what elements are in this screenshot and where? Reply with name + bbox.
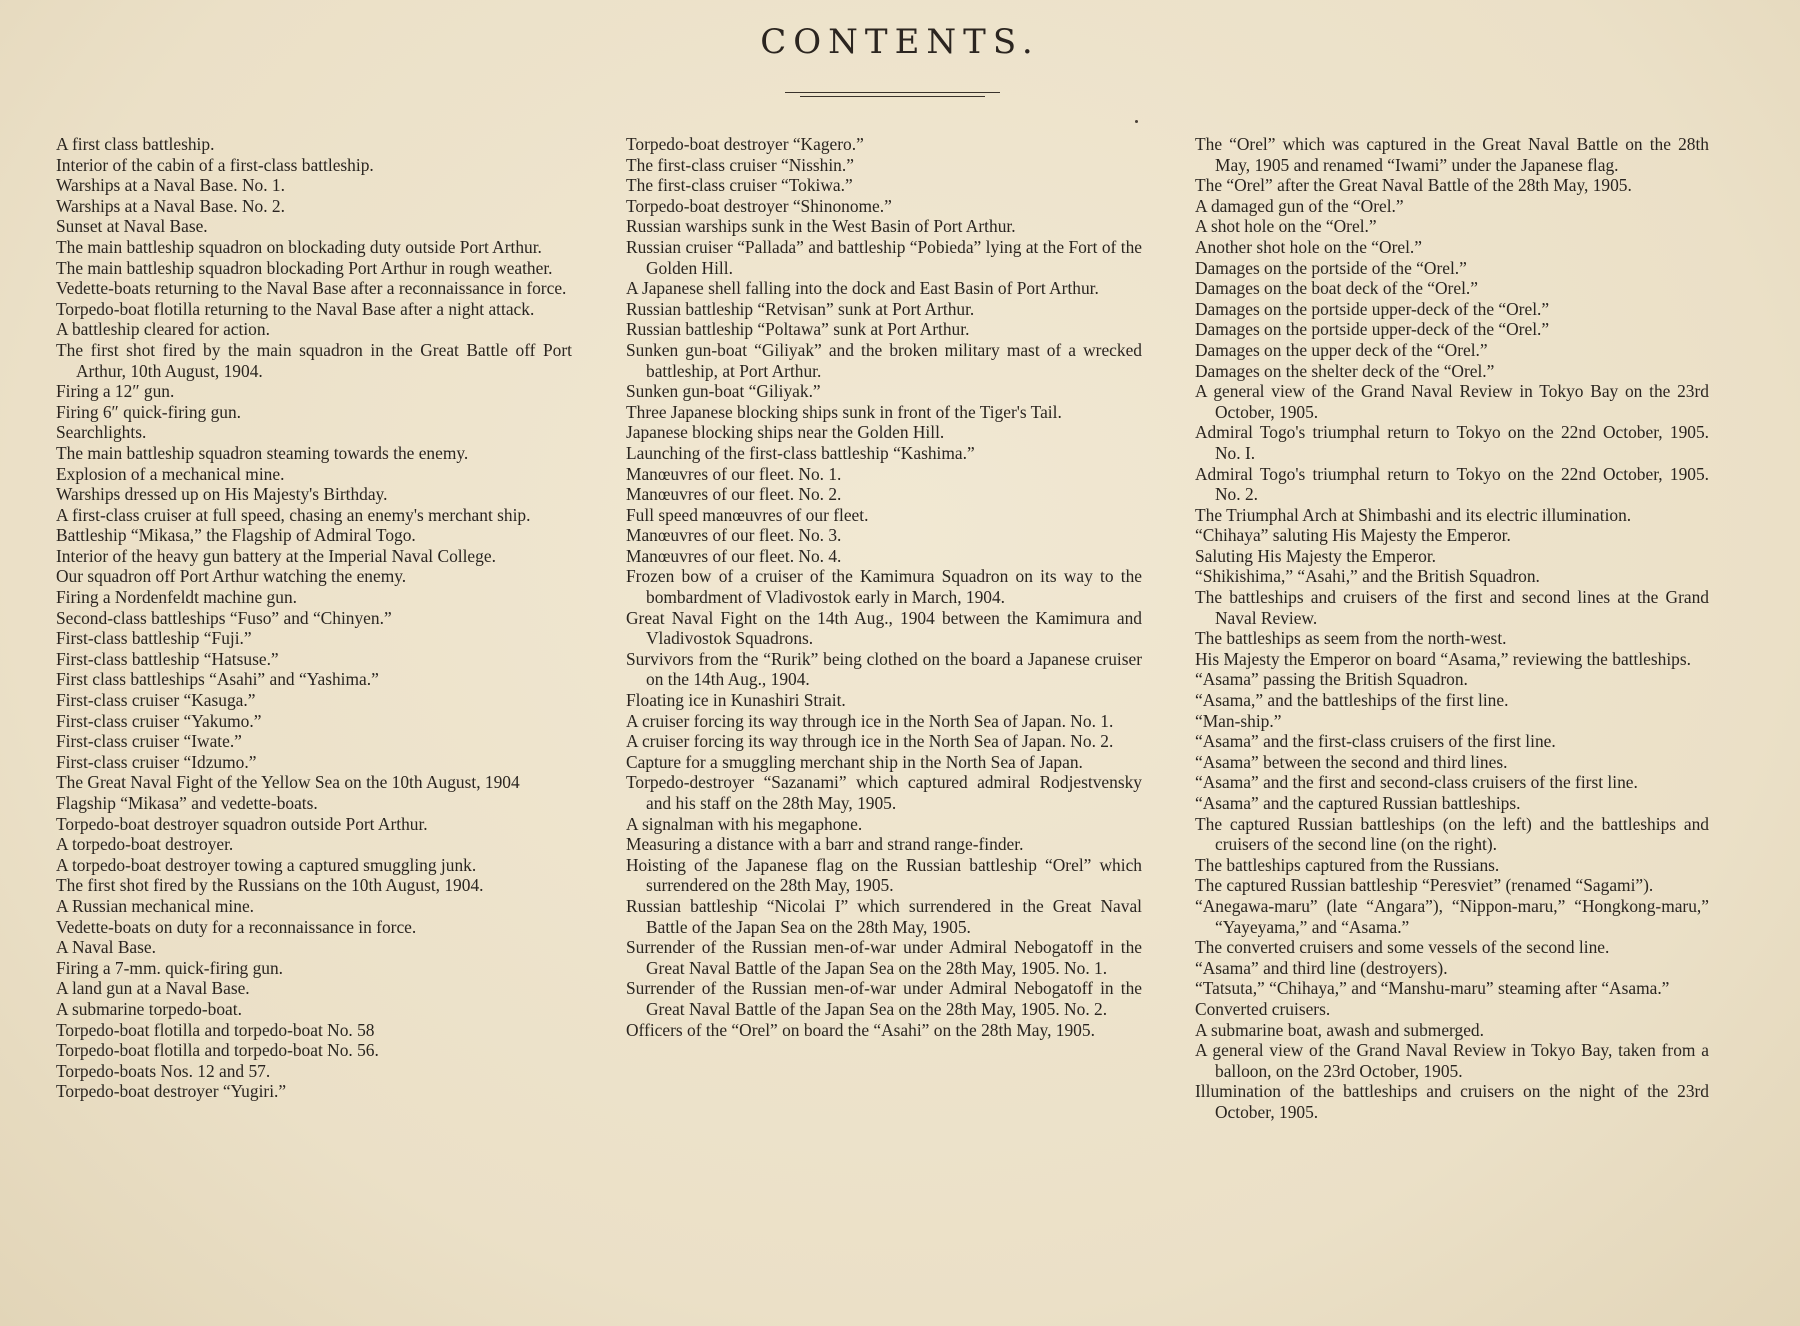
- contents-entry: The first shot fired by the Russians on the 10th August, 1904.: [56, 875, 484, 896]
- contents-entry: “Shikishima,” “Asahi,” and the British Squadron.: [1195, 566, 1540, 587]
- contents-entry: The main battleship squadron blockading Port Arthur in rough weather.: [56, 257, 553, 278]
- contents-entry: Torpedo-boat destroyer “Kagero.”: [626, 134, 864, 154]
- contents-entry: “Asama” and third line (destroyers).: [1195, 957, 1448, 978]
- contents-entry: A signalman with his megaphone.: [626, 813, 863, 834]
- contents-entry: Torpedo-boat flotilla and torpedo-boat No. 58: [56, 1019, 375, 1040]
- contents-entry: Torpedo-boat flotilla and torpedo-boat No. 56.: [56, 1040, 379, 1061]
- page-title: CONTENTS.: [760, 22, 1040, 62]
- contents-entry: The captured Russian battleship “Peresviet” (renamed “Sagami”).: [1195, 875, 1654, 896]
- contents-entry: Firing 6″ quick-firing gun.: [56, 401, 241, 422]
- contents-entry: Searchlights.: [56, 422, 147, 443]
- contents-entry: “Asama” and the first and second-class cruisers of the first line.: [1195, 772, 1638, 793]
- contents-entry: Russian cruiser “Pallada” and battleship “Pobieda” lying at the Fort of the Golden Hill.: [626, 236, 1142, 278]
- contents-entry: Explosion of a mechanical mine.: [56, 463, 285, 484]
- contents-entry: Vedette-boats on duty for a reconnaissance in force.: [56, 916, 417, 937]
- contents-entry: First-class battleship “Fuji.”: [56, 628, 252, 649]
- contents-entry: First class battleships “Asahi” and “Yashima.”: [56, 669, 379, 690]
- contents-entry: Damages on the boat deck of the “Orel.”: [1195, 278, 1478, 299]
- contents-entry: Warships at a Naval Base. No. 2.: [56, 195, 285, 216]
- contents-entry: First-class cruiser “Yakumo.”: [56, 710, 262, 731]
- contents-entry: Interior of the heavy gun battery at the Imperial Naval College.: [56, 545, 496, 566]
- contents-entry: Japanese blocking ships near the Golden Hill.: [626, 422, 945, 443]
- contents-entry: Damages on the portside upper-deck of the “Orel.”: [1195, 319, 1550, 340]
- contents-entry: Surrender of the Russian men-of-war under Admiral Nebogatoff in the Great Naval Battle of the Japan Sea on the 28th May, 1905. No. 1.: [626, 937, 1142, 978]
- contents-entry: Firing a Nordenfeldt machine gun.: [56, 587, 297, 608]
- contents-entry: Illumination of the battleships and cruisers on the night of the 23rd October, 1905.: [1195, 1081, 1709, 1122]
- contents-entry: Warships dressed up on His Majesty's Birthday.: [56, 484, 388, 505]
- contents-entry: Measuring a distance with a barr and strand range-finder.: [626, 834, 1024, 855]
- contents-entry: The main battleship squadron on blockading duty outside Port Arthur.: [56, 236, 542, 257]
- contents-entry: Russian battleship “Retvisan” sunk at Port Arthur.: [626, 298, 975, 319]
- contents-entry: A general view of the Grand Naval Review in Tokyo Bay, taken from a balloon, on the 23rd October, 1905.: [1195, 1040, 1709, 1081]
- contents-entry: First-class cruiser “Iwate.”: [56, 731, 242, 752]
- contents-entry: Russian battleship “Poltawa” sunk at Port Arthur.: [626, 319, 970, 340]
- contents-entry: “Tatsuta,” “Chihaya,” and “Manshu-maru” steaming after “Asama.”: [1195, 978, 1670, 999]
- contents-entry: Launching of the first-class battleship “Kashima.”: [626, 442, 975, 463]
- contents-entry: Admiral Togo's triumphal return to Tokyo on the 22nd October, 1905. No. 2.: [1195, 463, 1709, 505]
- contents-entry: A submarine torpedo-boat.: [56, 998, 242, 1019]
- contents-entry: “Man-ship.”: [1195, 710, 1282, 731]
- contents-entry: A torpedo-boat destroyer.: [56, 834, 234, 855]
- title-rule: [785, 92, 1000, 93]
- contents-entry: A first-class cruiser at full speed, chasing an enemy's merchant ship.: [56, 504, 531, 525]
- contents-entry: The first shot fired by the main squadron in the Great Battle off Port Arthur, 10th August, 1904.: [56, 339, 572, 381]
- contents-entry: Second-class battleships “Fuso” and “Chinyen.”: [56, 607, 392, 628]
- contents-entry: Officers of the “Orel” on board the “Asahi” on the 28th May, 1905.: [626, 1019, 1095, 1040]
- contents-entry: Sunken gun-boat “Giliyak” and the broken military mast of a wrecked battleship, at Port Arthur.: [626, 339, 1142, 381]
- contents-entry: Converted cruisers.: [1195, 998, 1331, 1019]
- contents-entry: “Asama” and the captured Russian battleships.: [1195, 793, 1521, 813]
- contents-entry: First-class cruiser “Kasuga.”: [56, 690, 256, 711]
- contents-entry: A cruiser forcing its way through ice in the North Sea of Japan. No. 1.: [626, 710, 1114, 731]
- contents-entry: A cruiser forcing its way through ice in the North Sea of Japan. No. 2.: [626, 731, 1114, 752]
- contents-entry: Manœuvres of our fleet. No. 3.: [626, 525, 842, 546]
- contents-entry: A land gun at a Naval Base.: [56, 978, 250, 999]
- contents-entry: Full speed manœuvres of our fleet.: [626, 504, 869, 525]
- contents-entry: “Asama” and the first-class cruisers of the first line.: [1195, 731, 1556, 752]
- contents-entry: Torpedo-boat destroyer “Yugiri.”: [56, 1081, 287, 1102]
- contents-entry: The Great Naval Fight of the Yellow Sea on the 10th August, 1904: [56, 772, 520, 793]
- ink-speck: [1135, 120, 1138, 123]
- contents-entry: Flagship “Mikasa” and vedette-boats.: [56, 793, 318, 813]
- contents-entry: “Chihaya” saluting His Majesty the Emperor.: [1195, 525, 1511, 546]
- contents-entry: Firing a 7-mm. quick-firing gun.: [56, 957, 284, 978]
- contents-entry: A first class battleship.: [56, 134, 215, 154]
- contents-entry: The first-class cruiser “Tokiwa.”: [626, 175, 853, 196]
- contents-entry: A submarine boat, awash and submerged.: [1195, 1019, 1484, 1040]
- contents-entry: Manœuvres of our fleet. No. 4.: [626, 545, 842, 566]
- contents-entry: Damages on the portside of the “Orel.”: [1195, 257, 1467, 278]
- contents-entry: The converted cruisers and some vessels of the second line.: [1195, 937, 1610, 958]
- contents-entry: “Asama” passing the British Squadron.: [1195, 669, 1468, 690]
- contents-column-3: [1195, 134, 1709, 1123]
- contents-entry: Battleship “Mikasa,” the Flagship of Admiral Togo.: [56, 525, 416, 546]
- contents-entry: Torpedo-boat destroyer squadron outside Port Arthur.: [56, 813, 428, 834]
- contents-entry: “Anegawa-maru” (late “Angara”), “Nippon-maru,” “Hongkong-maru,” “Yayeyama,” and “Asama.”: [1195, 895, 1709, 937]
- contents-entry: Interior of the cabin of a first-class battleship.: [56, 154, 374, 175]
- contents-entry: The “Orel” which was captured in the Great Naval Battle on the 28th May, 1905 and renamed “Iwami” under the Japanese flag.: [1195, 134, 1709, 175]
- contents-entry: Sunset at Naval Base.: [56, 216, 208, 237]
- contents-entry: First-class battleship “Hatsuse.”: [56, 648, 279, 669]
- contents-entry: Russian battleship “Nicolai I” which surrendered in the Great Naval Battle of the Japan Sea on the 28th May, 1905.: [626, 895, 1142, 937]
- contents-column-1: [56, 134, 572, 1102]
- contents-entry: Torpedo-boat destroyer “Shinonome.”: [626, 195, 892, 216]
- contents-entry: A shot hole on the “Orel.”: [1195, 216, 1377, 237]
- contents-entry: A general view of the Grand Naval Review in Tokyo Bay on the 23rd October, 1905.: [1195, 381, 1709, 422]
- contents-entry: The captured Russian battleships (on the left) and the battleships and cruisers of the second line (on the right).: [1195, 813, 1709, 855]
- contents-entry: A damaged gun of the “Orel.”: [1195, 195, 1404, 216]
- contents-entry: Russian warships sunk in the West Basin of Port Arthur.: [626, 216, 1016, 237]
- contents-entry: Great Naval Fight on the 14th Aug., 1904 between the Kamimura and Vladivostok Squadrons.: [626, 607, 1142, 649]
- contents-entry: Vedette-boats returning to the Naval Base after a reconnaissance in force.: [56, 278, 567, 299]
- contents-entry: A torpedo-boat destroyer towing a captured smuggling junk.: [56, 854, 477, 875]
- contents-entry: “Asama,” and the battleships of the first line.: [1195, 690, 1509, 711]
- contents-entry: Sunken gun-boat “Giliyak.”: [626, 381, 821, 402]
- contents-entry: Manœuvres of our fleet. No. 2.: [626, 484, 842, 505]
- contents-entry: Surrender of the Russian men-of-war under Admiral Nebogatoff in the Great Naval Battle of the Japan Sea on the 28th May, 1905. No. 2.: [626, 978, 1142, 1019]
- contents-entry: Warships at a Naval Base. No. 1.: [56, 175, 285, 196]
- contents-entry: Three Japanese blocking ships sunk in front of the Tiger's Tail.: [626, 401, 1062, 422]
- contents-entry: The “Orel” after the Great Naval Battle of the 28th May, 1905.: [1195, 175, 1632, 196]
- contents-entry: Another shot hole on the “Orel.”: [1195, 236, 1422, 257]
- contents-entry: Hoisting of the Japanese flag on the Russian battleship “Orel” which surrendered on the 28th May, 1905.: [626, 854, 1142, 896]
- contents-entry: Torpedo-boat flotilla returning to the Naval Base after a night attack.: [56, 298, 535, 319]
- contents-entry: First-class cruiser “Idzumo.”: [56, 751, 257, 772]
- contents-entry: The battleships and cruisers of the first and second lines at the Grand Naval Review.: [1195, 587, 1709, 628]
- contents-entry: Damages on the upper deck of the “Orel.”: [1195, 339, 1488, 360]
- contents-entry: Frozen bow of a cruiser of the Kamimura Squadron on its way to the bombardment of Vladivostok early in March, 1904.: [626, 566, 1142, 608]
- contents-entry: Damages on the shelter deck of the “Orel.”: [1195, 360, 1495, 381]
- contents-entry: His Majesty the Emperor on board “Asama,” reviewing the battleships.: [1195, 648, 1691, 669]
- contents-entry: Firing a 12″ gun.: [56, 381, 175, 402]
- contents-entry: Floating ice in Kunashiri Strait.: [626, 690, 846, 711]
- contents-entry: Damages on the portside upper-deck of the “Orel.”: [1195, 298, 1550, 319]
- contents-entry: The main battleship squadron steaming towards the enemy.: [56, 442, 469, 463]
- contents-entry: Torpedo-boats Nos. 12 and 57.: [56, 1060, 271, 1081]
- contents-entry: The Triumphal Arch at Shimbashi and its electric illumination.: [1195, 504, 1632, 525]
- contents-entry: A Russian mechanical mine.: [56, 895, 255, 916]
- contents-entry: A Naval Base.: [56, 937, 156, 958]
- contents-entry: A Japanese shell falling into the dock and East Basin of Port Arthur.: [626, 278, 1099, 299]
- contents-entry: The battleships as seem from the north-west.: [1195, 628, 1507, 649]
- contents-entry: Survivors from the “Rurik” being clothed on the board a Japanese cruiser on the 14th Aug., 1904.: [626, 648, 1142, 690]
- contents-entry: “Asama” between the second and third lines.: [1195, 751, 1508, 772]
- contents-entry: Capture for a smuggling merchant ship in the North Sea of Japan.: [626, 751, 1083, 772]
- contents-entry: Saluting His Majesty the Emperor.: [1195, 545, 1437, 566]
- contents-entry: Admiral Togo's triumphal return to Tokyo on the 22nd October, 1905. No. I.: [1195, 422, 1709, 463]
- contents-entry: Torpedo-destroyer “Sazanami” which captured admiral Rodjestvensky and his staff on the 28th May, 1905.: [626, 772, 1142, 813]
- contents-entry: The first-class cruiser “Nisshin.”: [626, 154, 854, 175]
- contents-entry: Manœuvres of our fleet. No. 1.: [626, 463, 842, 484]
- contents-entry: Our squadron off Port Arthur watching the enemy.: [56, 566, 407, 587]
- contents-column-2: [626, 134, 1142, 1040]
- contents-entry: A battleship cleared for action.: [56, 319, 270, 340]
- contents-entry: The battleships captured from the Russians.: [1195, 854, 1500, 875]
